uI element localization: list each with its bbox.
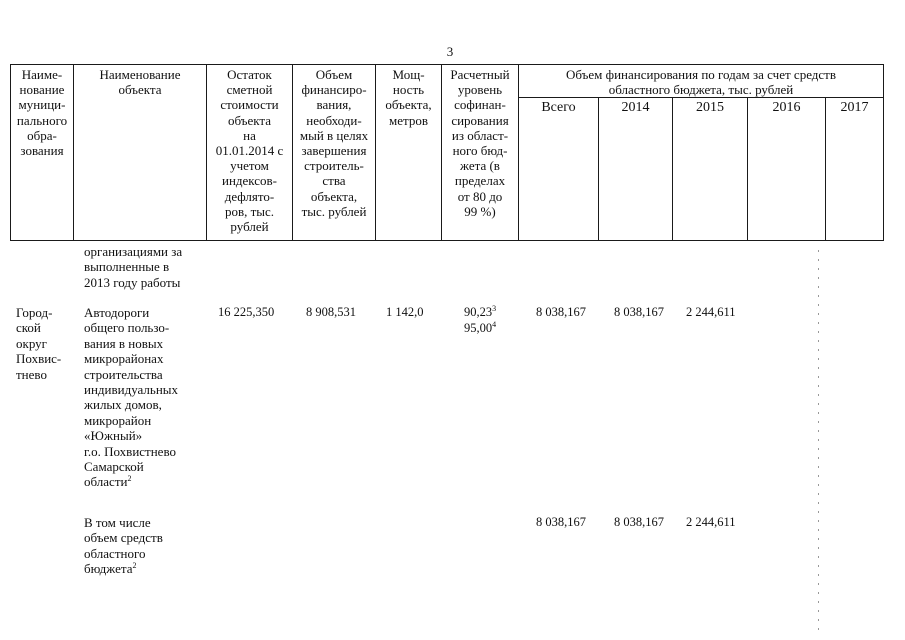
- header-object-name: Наименование объекта: [99, 67, 181, 98]
- header-municipality: Наиме- нование муници- пального обра- зования: [16, 67, 68, 159]
- row2-y2014: 8 038,167: [614, 515, 664, 529]
- header-capacity: Мощ- ность объекта, метров: [385, 67, 432, 128]
- rule-v7: [598, 97, 599, 241]
- table-header: [10, 64, 884, 240]
- row2-label-footnote: 2: [132, 561, 137, 571]
- row1-object-footnote: 2: [127, 474, 132, 484]
- row2-total: 8 038,167: [536, 515, 586, 529]
- row1-capacity: 1 142,0: [386, 305, 424, 319]
- rule-bottom: [10, 240, 884, 241]
- row2-label: В том числе объем средств областного бюджета$^2$: [84, 515, 163, 577]
- row1-remaining-cost: 16 225,350: [218, 305, 275, 319]
- row1-level2-footnote: 4: [492, 320, 497, 329]
- header-cofinancing-level: Расчетный уровень софинан- сирования из област- ного бюд- жета (в пределах от 80 до 99 %): [450, 67, 510, 219]
- row1-y2015: 2 244,611: [686, 305, 736, 319]
- scan-artifact-line: [818, 250, 819, 630]
- row1-level1: 90,23$^3$: [464, 304, 497, 319]
- rule-v11: [883, 64, 884, 241]
- header-year-2017: 2017: [840, 100, 869, 115]
- row1-object: Автодороги общего пользо- вания в новых микрорайонах строительства индивидуальных жилых домов, микрорайон «Южный» г.о. Похвистнево Самарской области$^2$: [84, 305, 179, 490]
- header-remaining-cost: Остаток сметной стоимости объекта на 01.01.2014 с учетом индексов- дефлято- ров, тыс. рублей: [215, 67, 284, 235]
- header-financing-needed: Объем финансиро- вания, необходи- мый в целях завершения строитель- ства объекта, тыс. рублей: [299, 67, 369, 219]
- row2-y2015: 2 244,611: [686, 515, 736, 529]
- header-year-total: Всего: [541, 100, 576, 115]
- continuation-text: организациями за выполненные в 2013 году работы: [84, 244, 183, 290]
- rule-v9: [747, 97, 748, 241]
- row1-level2: 95,00$^4$: [464, 320, 497, 335]
- header-by-years: Объем финансирования по годам за счет средств областного бюджета, тыс. рублей: [566, 67, 836, 98]
- row1-total: 8 038,167: [536, 305, 586, 319]
- rule-v10: [825, 97, 826, 241]
- row1-municipality: Город- ской округ Похвис- тнево: [16, 305, 62, 382]
- header-year-2016: 2016: [772, 100, 801, 115]
- rule-v8: [672, 97, 673, 241]
- rule-top: [10, 64, 884, 65]
- header-year-2015: 2015: [696, 100, 724, 115]
- row1-level1-footnote: 3: [492, 304, 497, 313]
- page-number: 3: [446, 44, 454, 59]
- row1-y2014: 8 038,167: [614, 305, 664, 319]
- header-year-2014: 2014: [621, 100, 650, 115]
- row1-financing-needed: 8 908,531: [306, 305, 356, 319]
